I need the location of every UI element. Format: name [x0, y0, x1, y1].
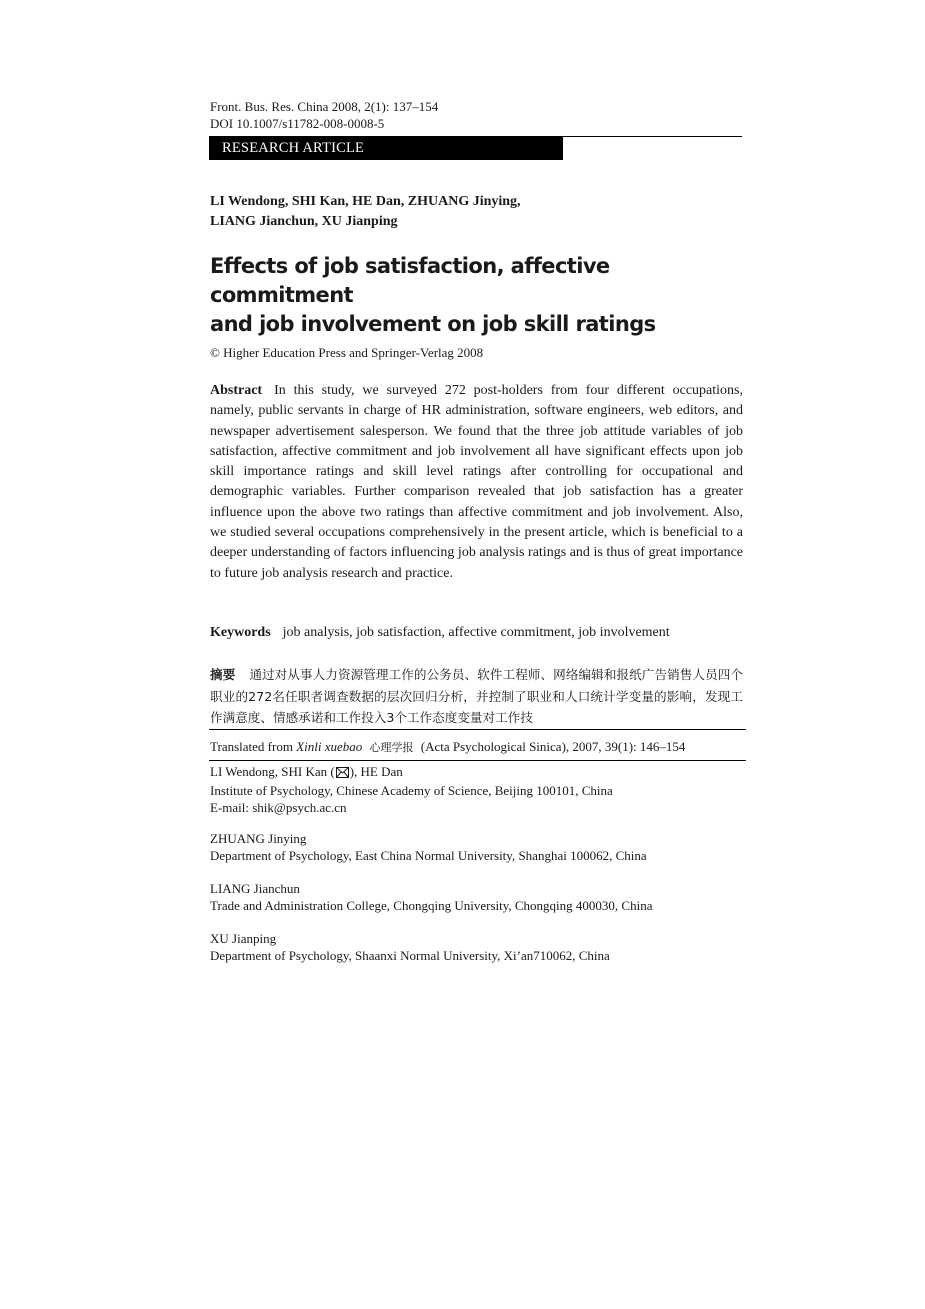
copyright-notice: © Higher Education Press and Springer-Verlag 2008: [210, 345, 484, 360]
envelope-icon: [336, 765, 349, 782]
translated-suffix: (Acta Psychological Sinica), 2007, 39(1): 146–154: [420, 739, 686, 754]
affiliation-2-institution: Department of Psychology, East China Normal University, Shanghai 100062, China: [210, 848, 647, 863]
affiliation-2: [210, 830, 647, 864]
footnote-rule-top: [209, 729, 746, 730]
chinese-abstract-label: 摘要: [210, 667, 236, 682]
affiliation-3-institution: Trade and Administration College, Chongqing University, Chongqing 400030, China: [210, 898, 653, 913]
doi[interactable]: DOI 10.1007/s11782-008-0008-5: [210, 116, 385, 131]
affiliation-4-name: XU Jianping: [210, 931, 277, 946]
author-list-line-1: LI Wendong, SHI Kan, HE Dan, ZHUANG Jinying,: [210, 194, 521, 209]
author-list-line-2: LIANG Jianchun, XU Jianping: [210, 214, 398, 229]
affiliation-4: [210, 930, 610, 964]
keywords: [210, 625, 670, 641]
affiliation-3: [210, 880, 652, 914]
abstract-text: In this study, we surveyed 272 post-holders from four different occupations, namely, public servants in charge of HR administration, software engineers, web editors, and newspaper advertisement salesperson. We found that the three job attitude variables of job satisfaction, affective commitment and job involvement all have significant effects upon job skill importance ratings and skill level ratings after controlling for occupational and demographic variables. Further comparison revealed that job satisfaction has a greater influence upon the above two ratings than affective commitment and job involvement. Also, we studied several occupations comprehensively in the present article, which is beneficial to a deeper understanding of factors influencing job analysis ratings and is thus of great importance to future job analysis research and practice.: [210, 383, 743, 581]
translated-journal-cn: 心理学报: [369, 741, 414, 754]
chinese-abstract: [210, 664, 743, 728]
corresponding-email[interactable]: E-mail: shik@psych.ac.cn: [210, 800, 347, 815]
footnote-rule-bottom: [209, 760, 746, 761]
article-type-label: RESEARCH ARTICLE: [222, 140, 365, 156]
keywords-label: Keywords: [210, 625, 271, 640]
title-line-2: and job involvement on job skill ratings: [210, 312, 656, 336]
abstract: [210, 381, 743, 584]
title-line-1: Effects of job satisfaction, affective commitment: [210, 254, 610, 307]
translated-journal: Xinli xuebao: [296, 739, 363, 754]
affiliation-1-institution: Institute of Psychology, Chinese Academy of Science, Beijing 100101, China: [210, 783, 613, 798]
translated-prefix: Translated from: [210, 739, 293, 754]
affiliation-3-name: LIANG Jianchun: [210, 881, 300, 896]
article-title: [210, 252, 750, 339]
translation-note: [210, 739, 685, 755]
chinese-abstract-text: 通过对从事人力资源管理工作的公务员、软件工程师、网络编辑和报纸广告销售人员四个职业的272名任职者调查数据的层次回归分析，并控制了职业和人口统计学变量的影响，发现工作满意度、情感承诺和工作投入3个工作态度变量对工作技: [210, 667, 743, 725]
affiliation-1-names: LI Wendong, SHI Kan ( ), HE Dan: [210, 763, 613, 782]
affiliation-1: [210, 763, 613, 816]
affiliation-2-name: ZHUANG Jinying: [210, 831, 307, 846]
article-type-banner: [209, 137, 563, 160]
journal-citation: Front. Bus. Res. China 2008, 2(1): 137–154: [210, 99, 439, 114]
keywords-text: job analysis, job satisfaction, affective commitment, job involvement: [282, 625, 670, 640]
affiliation-4-institution: Department of Psychology, Shaanxi Normal University, Xi’an710062, China: [210, 948, 610, 963]
abstract-label: Abstract: [210, 383, 263, 398]
